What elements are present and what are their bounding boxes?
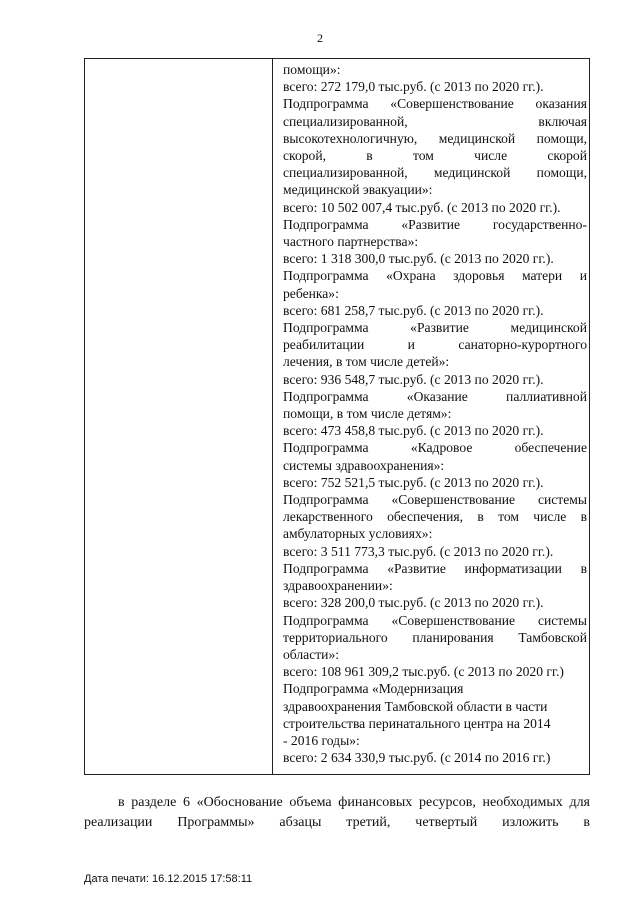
table-cell-line: всего: 473 458,8 тыс.руб. (с 2013 по 2020 гг.). [283, 423, 544, 439]
table-cell-line: всего: 328 200,0 тыс.руб. (с 2013 по 2020 гг.). [283, 595, 544, 611]
table-cell-line: ребенка»: [283, 285, 339, 301]
table-cell-funding [283, 61, 587, 766]
table-column-divider [272, 58, 273, 775]
table-cell-line: строительства перинатального центра на 2014 [283, 715, 551, 731]
table-cell-line: Подпрограмма «Охрана здоровья матери и [283, 268, 587, 284]
table-cell-line: области»: [283, 646, 340, 662]
table-cell-line: - 2016 годы»: [283, 732, 360, 748]
table-cell-line: всего: 752 521,5 тыс.руб. (с 2013 по 2020 гг.). [283, 474, 544, 490]
table-cell-line: специализированной, включая [283, 113, 587, 129]
table-cell-line: Подпрограмма «Совершенствование системы [283, 492, 587, 508]
table-cell-line: здравоохранения Тамбовской области в части [283, 698, 548, 714]
table-cell-line: скорой, в том числе скорой [283, 148, 587, 164]
table-cell-line: здравоохранении»: [283, 578, 393, 594]
table-cell-line: Подпрограмма «Развитие информатизации в [283, 560, 587, 576]
print-date-footer: Дата печати: 16.12.2015 17:58:11 [84, 873, 253, 885]
table-cell-line: всего: 10 502 007,4 тыс.руб. (с 2013 по 2020 гг.). [283, 199, 561, 215]
table-cell-line: всего: 1 318 300,0 тыс.руб. (с 2013 по 2020 гг.). [283, 251, 554, 267]
table-cell-line: лекарственного обеспечения, в том числе в [283, 509, 587, 525]
table-cell-line: всего: 936 548,7 тыс.руб. (с 2013 по 2020 гг.). [283, 371, 544, 387]
table-cell-line: помощи»: [283, 62, 341, 77]
table-cell-line: всего: 3 511 773,3 тыс.руб. (с 2013 по 2020 гг.). [283, 543, 554, 559]
table-cell-line: Подпрограмма «Совершенствование системы [283, 612, 587, 628]
table-cell-line: Подпрограмма «Совершенствование оказания [283, 96, 587, 112]
table-cell-line: Подпрограмма «Кадровое обеспечение [283, 440, 587, 456]
table-cell-line: медицинской эвакуации»: [283, 182, 433, 198]
table-cell-line: специализированной, медицинской помощи, [283, 165, 587, 181]
table-cell-line: Подпрограмма «Модернизация [283, 681, 464, 697]
table-cell-line: Подпрограмма «Оказание паллиативной [283, 388, 587, 404]
table-cell-line: лечения, в том числе детей»: [283, 354, 450, 370]
table-cell-line: территориального планирования Тамбовской [283, 629, 587, 645]
table-cell-line: реабилитации и санаторно-курортного [283, 337, 587, 353]
table-cell-line: частного партнерства»: [283, 234, 419, 250]
table-cell-line: всего: 108 961 309,2 тыс.руб. (с 2013 по 2020 гг.) [283, 664, 564, 680]
table-cell-line: всего: 272 179,0 тыс.руб. (с 2013 по 2020 гг.). [283, 79, 544, 95]
table-cell-line: всего: 681 258,7 тыс.руб. (с 2013 по 2020 гг.). [283, 302, 544, 318]
body-paragraph: в разделе 6 «Обоснование объема финансовых ресурсов, необходимых для реализации Программы» абзацы третий, четвертый изложить в [84, 795, 590, 830]
table-cell-line: Подпрограмма «Развитие государственно- [283, 216, 587, 232]
table-cell-line: системы здравоохранения»: [283, 457, 445, 473]
table-cell-line: помощи, в том числе детям»: [283, 406, 452, 422]
table-cell-line: амбулаторных условиях»: [283, 526, 433, 542]
table-cell-line: Подпрограмма «Развитие медицинской [283, 320, 587, 336]
table-cell-line: высокотехнологичную, медицинской помощи, [283, 130, 587, 146]
table-cell-line: всего: 2 634 330,9 тыс.руб. (с 2014 по 2016 гг.) [283, 750, 551, 766]
page-number: 2 [317, 31, 323, 45]
